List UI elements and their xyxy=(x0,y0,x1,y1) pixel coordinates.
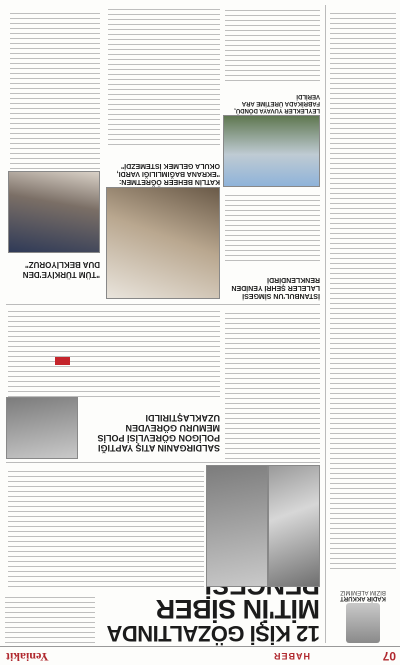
section-name: HABER xyxy=(272,651,310,661)
story3-photo xyxy=(106,187,220,299)
story3-headline: KATLİN BEHEER ÖĞRETMEN: "EKRANA BAĞIMLILIĞI VARDI, OKULA GELMEK İSTEMEZDİ" xyxy=(116,162,220,185)
lead-headline-line2: MİT'İN SİBER xyxy=(156,594,320,624)
story4-text xyxy=(225,191,320,261)
story2-text xyxy=(10,9,100,169)
story5-headline: LEYLEKLER YUVAYA DÖNDÜ, FABRİKADA ÜRETİME ARA VERİLDİ xyxy=(234,93,320,113)
lead-photo-left xyxy=(268,465,320,587)
newspaper-logo: Yeniakit xyxy=(6,650,49,664)
author-photo xyxy=(346,603,380,643)
section-rule xyxy=(6,462,320,463)
masthead xyxy=(0,646,400,665)
story1-photo xyxy=(6,397,78,459)
story2-photo xyxy=(8,171,100,253)
story1-text-b xyxy=(8,309,220,397)
lead-deck xyxy=(5,595,95,643)
author-column-text xyxy=(330,9,396,569)
story1-text-a xyxy=(225,309,320,459)
story1-headline: SALDIRGANIN ATIŞ YAPTIĞI POLİGON GÖREVLİSİ POLİS MEMURU GÖREVDEN UZAKLAŞTIRILDI xyxy=(97,413,220,453)
story3-text xyxy=(108,9,220,145)
red-label xyxy=(55,357,70,365)
author-column-title: BİZİM ALEMİMİZ xyxy=(340,589,386,595)
story2-headline: "TÜM TÜRKİYE'DEN DUA BEKLİYORUZ" xyxy=(22,260,100,279)
story5-text xyxy=(225,9,320,81)
column-divider xyxy=(325,5,326,643)
story5-photo xyxy=(223,115,320,187)
section-rule xyxy=(6,304,320,305)
lead-story-text xyxy=(8,467,204,587)
lead-photo-mid xyxy=(206,465,268,587)
story4-headline: İSTANBUL'UN SİMGESİ LALELER ŞEHRİ YENİDEN RENKLENDİRDİ xyxy=(231,276,320,299)
lead-headline-line1: 12 KİŞİ GÖZALTINDA xyxy=(106,621,320,646)
author-name: KADİR AKKURT xyxy=(340,595,386,601)
page-number: 07 xyxy=(382,649,396,663)
author-box xyxy=(330,573,396,643)
